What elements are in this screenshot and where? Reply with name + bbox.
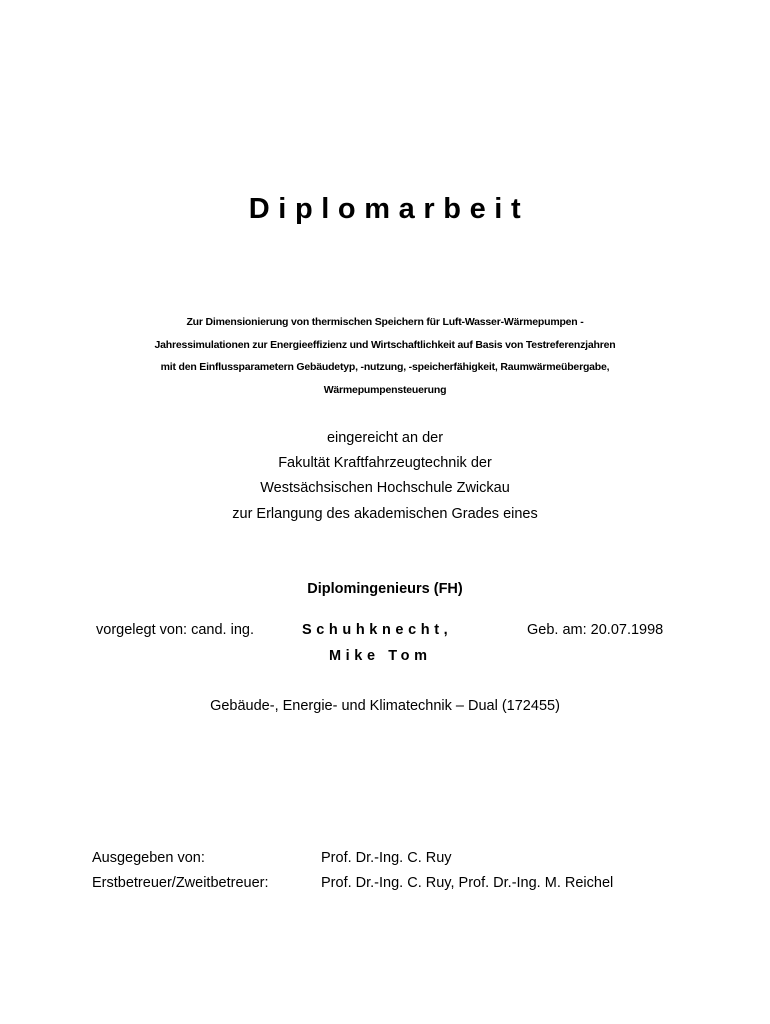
supervisors-value: Prof. Dr.-Ing. C. Ruy, Prof. Dr.-Ing. M. Reichel (321, 875, 614, 891)
subtitle-line: mit den Einflussparametern Gebäudetyp, -nutzung, -speicherfähigkeit, Raumwärmeübergabe, (160, 361, 610, 373)
subtitle-line: Wärmepumpensteuerung (323, 384, 447, 396)
supervisors-label: Erstbetreuer/Zweitbetreuer: (92, 875, 269, 891)
document-title: Diplomarbeit (248, 193, 530, 225)
submission-line: eingereicht an der (326, 430, 444, 446)
author-given-names: Mike Tom (329, 648, 432, 664)
issued-by-value: Prof. Dr.-Ing. C. Ruy (321, 850, 452, 866)
author-surname: Schuhknecht, (302, 622, 453, 638)
issued-by-label: Ausgegeben von: (92, 850, 205, 866)
submission-line: Fakultät Kraftfahrzeugtechnik der (278, 455, 492, 471)
study-program: Gebäude-, Energie- und Klimatechnik – Dual (172455) (210, 698, 560, 714)
subtitle-line: Zur Dimensionierung von thermischen Speichern für Luft-Wasser-Wärmepumpen - (186, 316, 584, 328)
subtitle-line: Jahressimulationen zur Energieeffizienz und Wirtschaftlichkeit auf Basis von Testreferenzjahren (154, 339, 616, 351)
author-label: vorgelegt von: cand. ing. (96, 622, 254, 638)
degree-title: Diplomingenieurs (FH) (307, 581, 463, 597)
author-birthdate: Geb. am: 20.07.1998 (527, 622, 664, 638)
submission-line: Westsächsischen Hochschule Zwickau (260, 480, 510, 496)
submission-line: zur Erlangung des akademischen Grades eines (232, 506, 538, 522)
